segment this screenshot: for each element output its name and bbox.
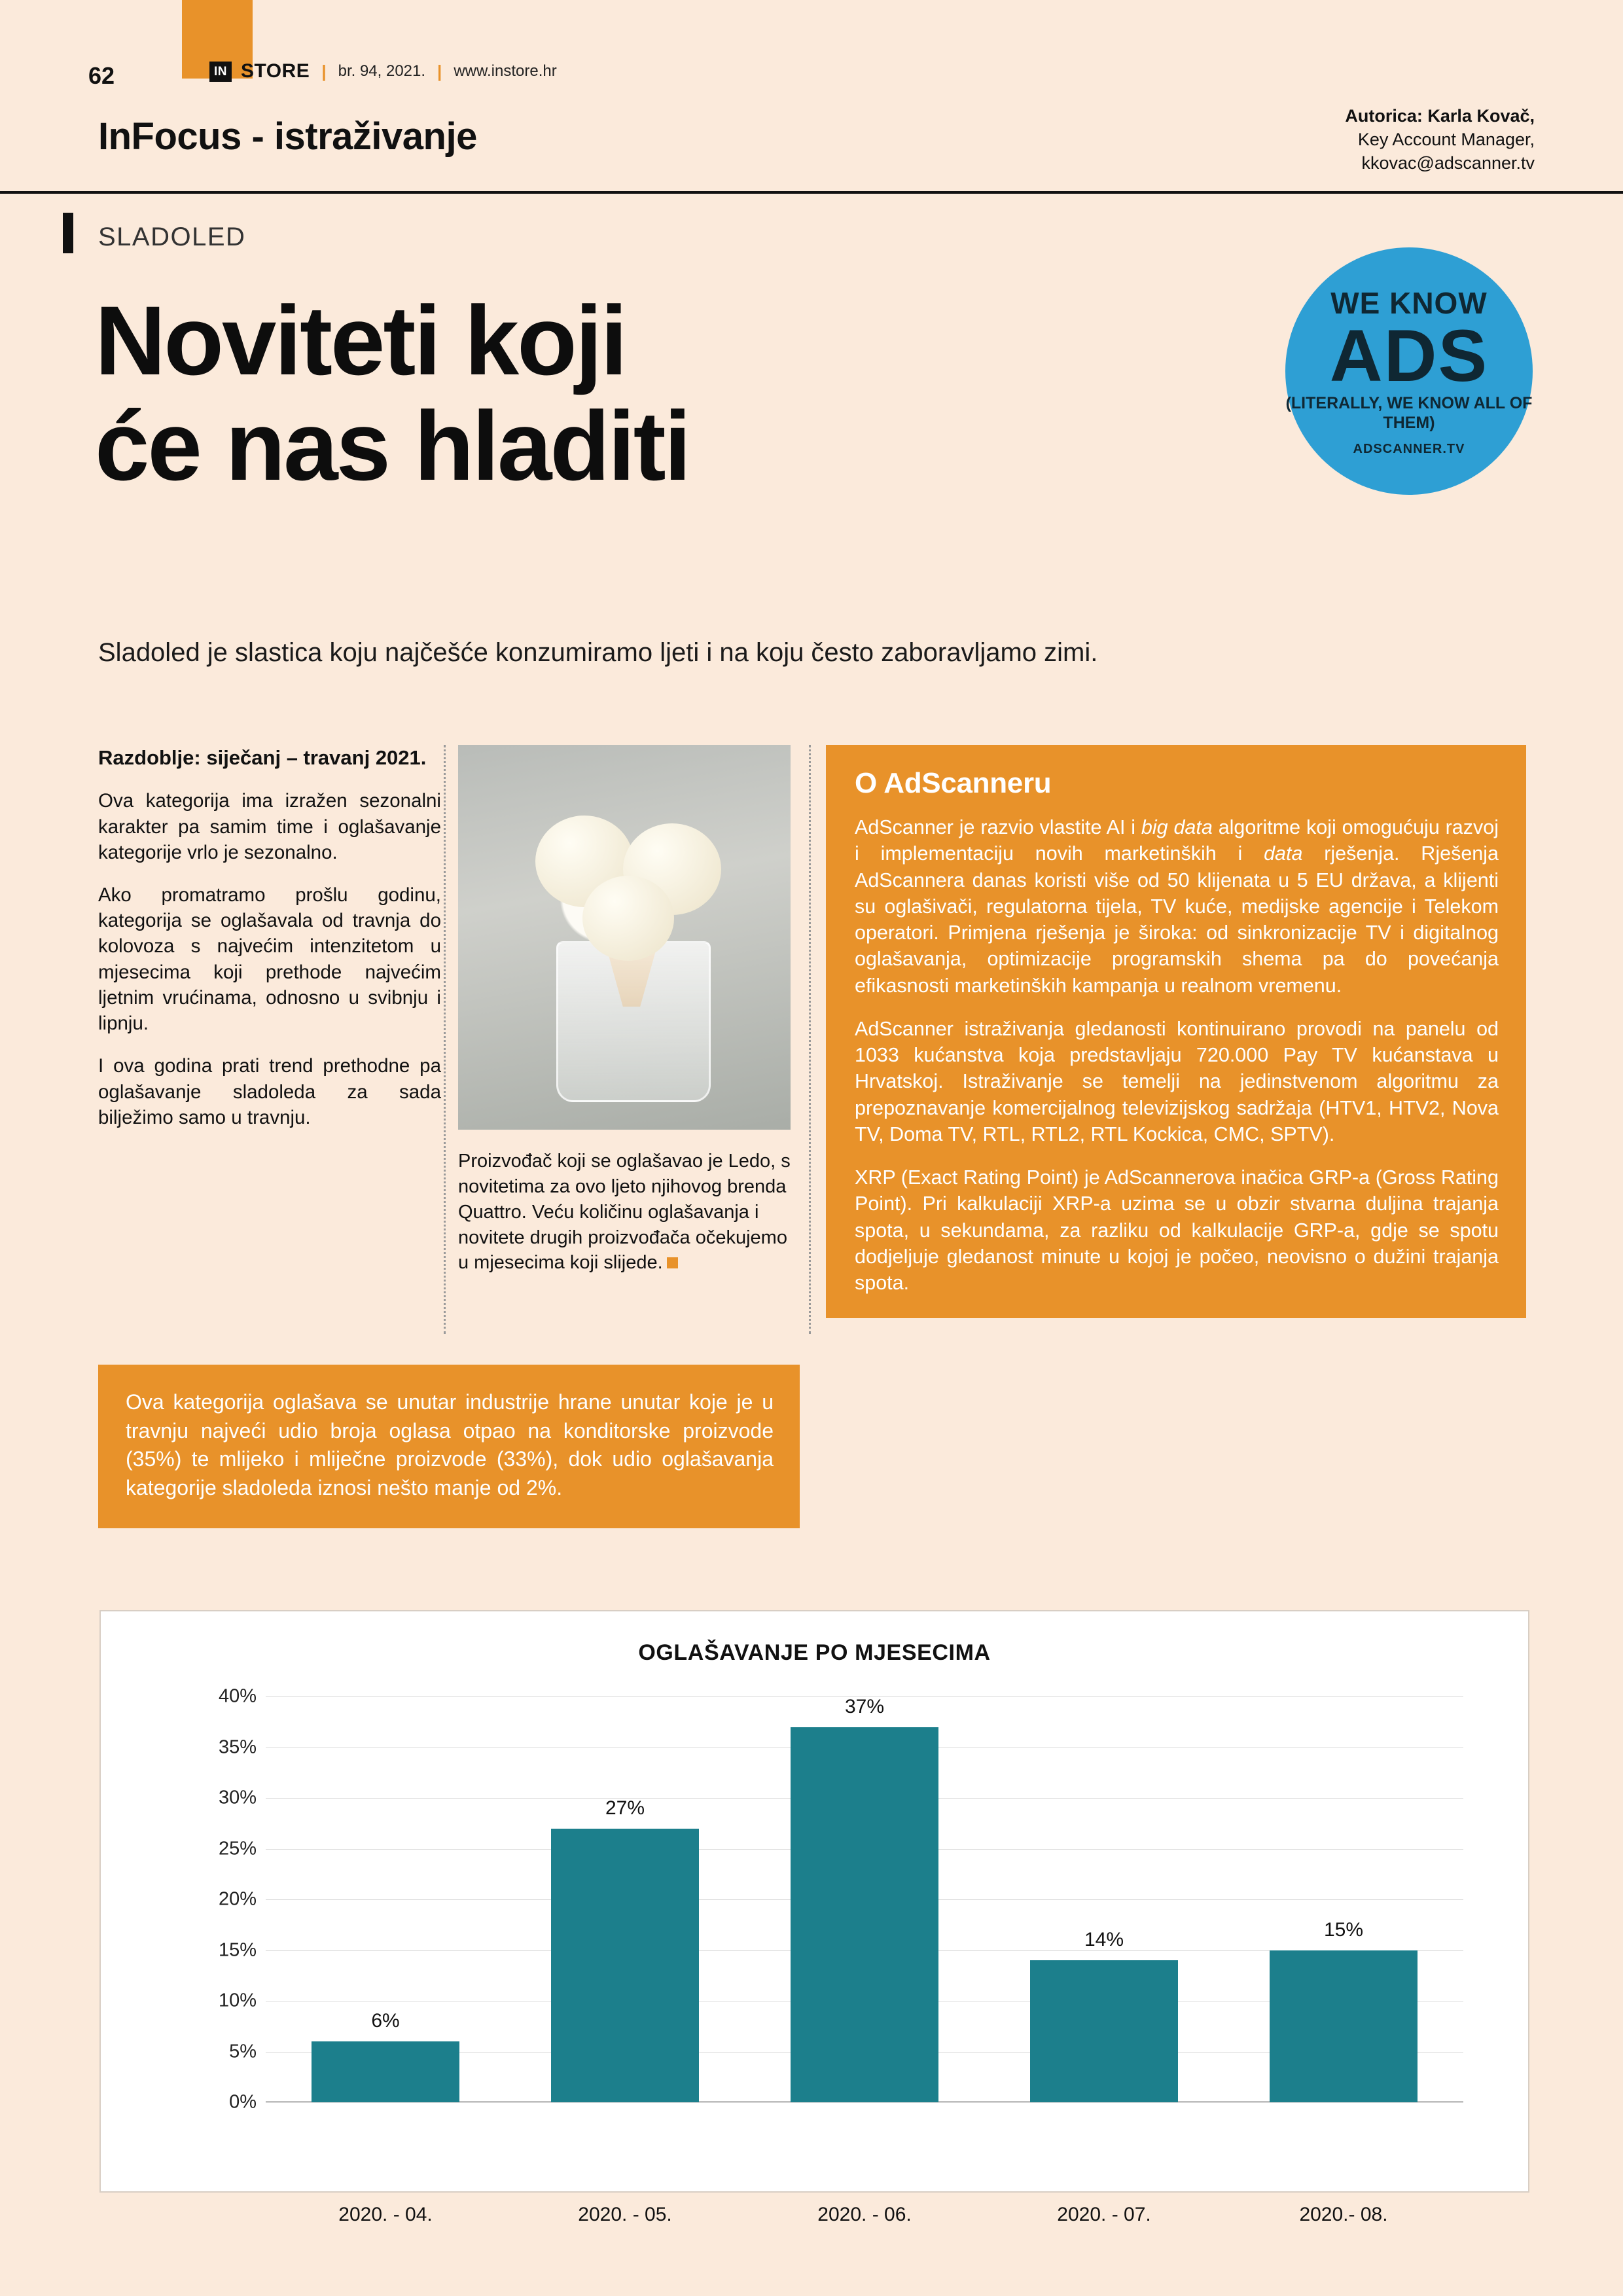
author-email[interactable]: kkovac@adscanner.tv: [1361, 152, 1535, 173]
headline-line-2: će nas hladiti: [95, 390, 690, 501]
chart-x-tick-label: 2020. - 05.: [578, 2204, 672, 2225]
paragraph: Ova kategorija ima izražen sezonalni karakter pa samim time i oglašavanje kategorije vrlo je sezonalno.: [98, 790, 441, 863]
ice-cream-scoop-shape: [582, 876, 674, 961]
photo-caption: [458, 1149, 796, 1276]
header-divider: [0, 191, 1623, 194]
author-name: Autorica: Karla Kovač,: [1345, 106, 1535, 126]
about-adscanner-box: [826, 745, 1526, 1318]
advertising-by-month-chart: [99, 1610, 1529, 2225]
about-adscanner-title: O AdScanneru: [855, 767, 1052, 799]
page-header: [0, 0, 1623, 190]
chart-x-tick-label: 2020. - 07.: [1057, 2204, 1151, 2225]
article-column-1: [98, 745, 441, 1147]
glass-shape: [556, 941, 711, 1102]
highlight-box: Ova kategorija oglašava se unutar industrije hrane unutar koje je u travnju najveći udio broja oglasa otpao na konditorske proizvode (35%) te mlijeko i mliječne proizvode (33%), dok udio oglašavanja kategorije sladoleda iznosi nešto manje od 2%.: [98, 1365, 800, 1528]
page-number: 62: [88, 62, 115, 89]
paragraph: XRP (Exact Rating Point) je AdScannerova inačica GRP-a (Gross Rating Point). Pri kalkulaciji XRP-a uzima se u obzir stvarna duljina trajanja spota, u sekundama, za razliku od kalkulacije GRP-a, gdje se spotu dodjeljuje gledanost minute u kojoj je počeo, neovisno o dužini trajanja spota.: [855, 1166, 1499, 1294]
paragraph-part: rješenja. Rješenja AdScannera danas koristi više od 50 klijenata u 5 EU država, a klijenti su oglašivači, regulatorna tijela, TV kuće, medijske agencije i Telekom operatori. Primjena rješenja je široka: od sinkronizacije TV i digitalnog oglašavanja, optimizacije programskih shema pa do povećanja efikasnosti marketinških kampanja u realnom vremenu.: [855, 842, 1499, 997]
emphasis-big-data: big data: [1141, 816, 1213, 838]
chart-value-label: 6%: [371, 2010, 400, 2032]
chart-value-label: 37%: [844, 1695, 885, 1717]
chart-y-tick-label: 10%: [218, 1990, 257, 2011]
chart-x-tick-label: 2020. - 06.: [817, 2204, 912, 2225]
ice-cream-photo: [458, 745, 791, 1130]
badge-line-1: WE KNOW: [1330, 285, 1488, 320]
page-title: [95, 285, 1142, 501]
headline-line-1: Noviteti koji: [95, 285, 626, 395]
website-link[interactable]: www.instore.hr: [454, 62, 557, 80]
chart-bar[interactable]: [1270, 1950, 1418, 2103]
chart-y-tick-label: 15%: [218, 1939, 257, 1960]
divider-icon: |: [437, 61, 442, 81]
chart-plot-area: [218, 1685, 1463, 2225]
chart-x-tick-label: 2020.- 08.: [1299, 2204, 1388, 2225]
chart-y-tick-label: 30%: [218, 1787, 257, 1808]
column-divider: [809, 745, 811, 1334]
chart-value-label: 14%: [1084, 1929, 1124, 1950]
paragraph: Ako promatramo prošlu godinu, kategorija se oglašavala od travnja do kolovoza s najvećim intenzitetom u mjesecima koji prethode najvećim ljetnim vrućinama, odnosno u svibnju i lipnju.: [98, 884, 441, 1035]
paragraph-part: algoritme koji omogućuju razvoj i implementaciju novih marketinških i: [855, 816, 1499, 865]
badge-line-4: ADSCANNER.TV: [1353, 442, 1465, 457]
chart-y-tick-label: 20%: [218, 1888, 257, 1910]
chart-y-tick-label: 0%: [229, 2091, 257, 2113]
issue-label: br. 94, 2021.: [338, 62, 426, 80]
masthead-store-label: STORE: [241, 60, 310, 82]
badge-line-3: (LITERALLY, WE KNOW ALL OF THEM): [1285, 394, 1533, 433]
chart-y-tick-label: 40%: [218, 1685, 257, 1707]
paragraph: [855, 814, 1499, 999]
masthead-in-logo: IN: [209, 62, 232, 82]
chart-y-tick-label: 5%: [229, 2041, 257, 2062]
column-divider: [444, 745, 446, 1334]
chart-bar[interactable]: [1030, 1960, 1179, 2102]
section-title: InFocus - istraživanje: [98, 115, 477, 158]
chart-bar[interactable]: [551, 1829, 700, 2103]
kicker-marker: [63, 213, 73, 253]
chart-value-label: 15%: [1323, 1918, 1364, 1941]
emphasis-data: data: [1264, 842, 1303, 865]
chart-y-tick-label: 35%: [218, 1736, 257, 1757]
chart-gridline: [266, 2102, 1463, 2103]
badge-line-2: ADS: [1329, 314, 1489, 397]
chart-x-tick-label: 2020. - 04.: [338, 2204, 433, 2225]
divider-icon: |: [321, 61, 327, 81]
paragraph: I ova godina prati trend prethodne pa oglašavanje sladoleda za sada bilježimo samo u travnju.: [98, 1055, 441, 1128]
end-mark-icon: [667, 1257, 678, 1268]
kicker-label: SLADOLED: [98, 223, 246, 251]
chart-value-label: 27%: [605, 1797, 645, 1819]
author-role: Key Account Manager,: [1357, 129, 1535, 149]
chart-bar[interactable]: [791, 1727, 939, 2103]
we-know-ads-badge: [1285, 247, 1533, 495]
author-block: [1345, 105, 1535, 175]
paragraph: AdScanner istraživanja gledanosti kontinuirano provodi na panelu od 1033 kućanstva koja predstavljaju 720.000 Pay TV kućanstava u Hrvatskoj. Istraživanje se temelji na jedinstvenom algoritmu za prepoznavanje komercijalnog televizijskog sadržaja (HTV1, HTV2, Nova TV, Doma TV, RTL, RTL2, RTL Kockica, CMC, SPTV).: [855, 1017, 1499, 1145]
masthead: [209, 60, 557, 82]
photo-caption-text: Proizvođač koji se oglašavao je Ledo, s novitetima za ovo ljeto njihovog brenda Quattro. Veću količinu oglašavanja i novitete drugih proizvođača očekujemo u mjesecima koji slijede.: [458, 1151, 791, 1274]
period-label: Razdoblje: siječanj – travanj 2021.: [98, 746, 427, 769]
chart-bar[interactable]: [312, 2041, 460, 2102]
chart-title: OGLAŠAVANJE PO MJESECIMA: [638, 1640, 991, 1665]
chart-y-tick-label: 25%: [218, 1838, 257, 1859]
paragraph-part: AdScanner je razvio vlastite AI i: [855, 816, 1141, 838]
standfirst: Sladoled je slastica koju najčešće konzumiramo ljeti i na koju često zaboravljamo zimi.: [98, 638, 1098, 667]
